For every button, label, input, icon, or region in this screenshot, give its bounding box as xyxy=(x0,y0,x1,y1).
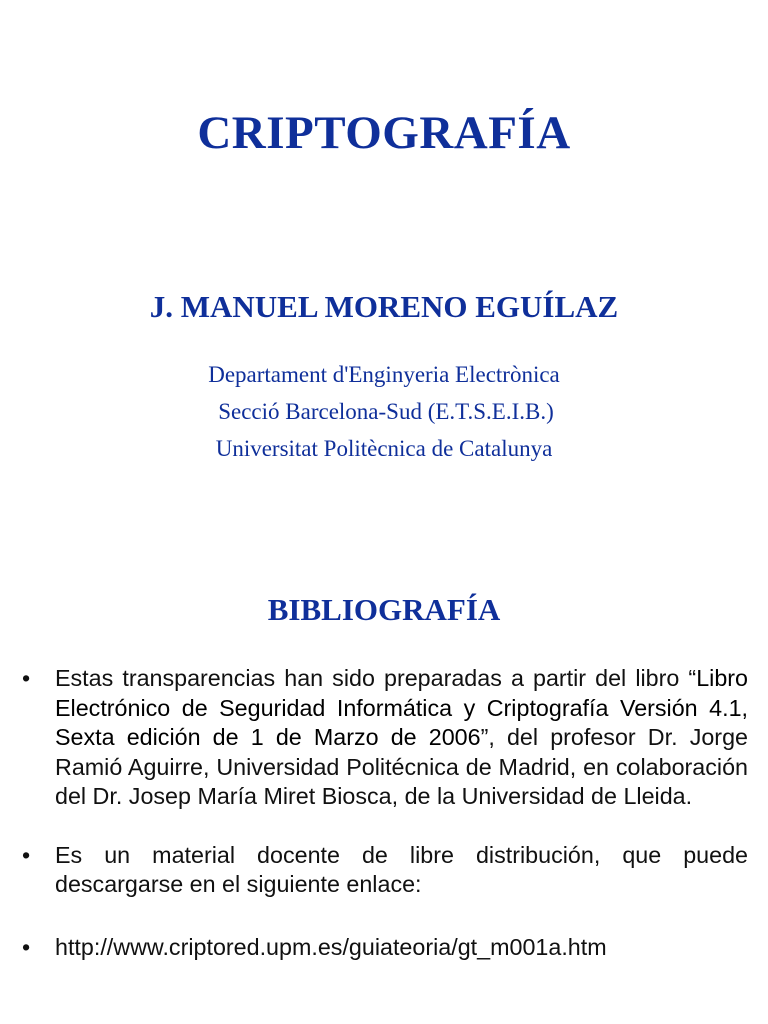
bullet-text-intro: Estas transparencias han sido preparadas a partir del libro “ xyxy=(55,665,697,691)
bullet-text-distribution: Es un material docente de libre distribución, que puede descargarse en el siguiente enlace: xyxy=(55,841,748,897)
book-title: Libro Electrónico de Seguridad Informática y Criptografía Versión 4.1, Sexta edición de 1 de Marzo de 2006 xyxy=(55,665,748,750)
download-link[interactable]: http://www.criptored.upm.es/guiateoria/gt_m001a.htm xyxy=(55,933,607,960)
list-item xyxy=(22,664,748,812)
section-title-bibliografia: BIBLIOGRAFÍA xyxy=(267,592,501,627)
bibliography-list xyxy=(22,664,748,962)
bullet-icon: • xyxy=(22,933,31,960)
bullet-icon: • xyxy=(22,665,31,691)
affiliation-section: Secció Barcelona-Sud (E.T.S.E.I.B.) xyxy=(218,399,554,424)
bullet-icon: • xyxy=(22,841,31,868)
author-name: J. MANUEL MORENO EGUÍLAZ xyxy=(149,289,619,324)
bullet-text-credits: ”, del profesor Dr. Jorge Ramió Aguirre, Universidad Politécnica de Madrid, en colaboración del Dr. Josep María Miret Biosca, de la Universidad de Lleida. xyxy=(55,724,748,809)
list-item xyxy=(22,933,748,963)
affiliation-department: Departament d'Enginyeria Electrònica xyxy=(208,362,560,387)
page-title: CRIPTOGRAFÍA xyxy=(197,107,571,159)
list-item xyxy=(22,841,748,900)
affiliation-university: Universitat Politècnica de Catalunya xyxy=(215,436,553,461)
